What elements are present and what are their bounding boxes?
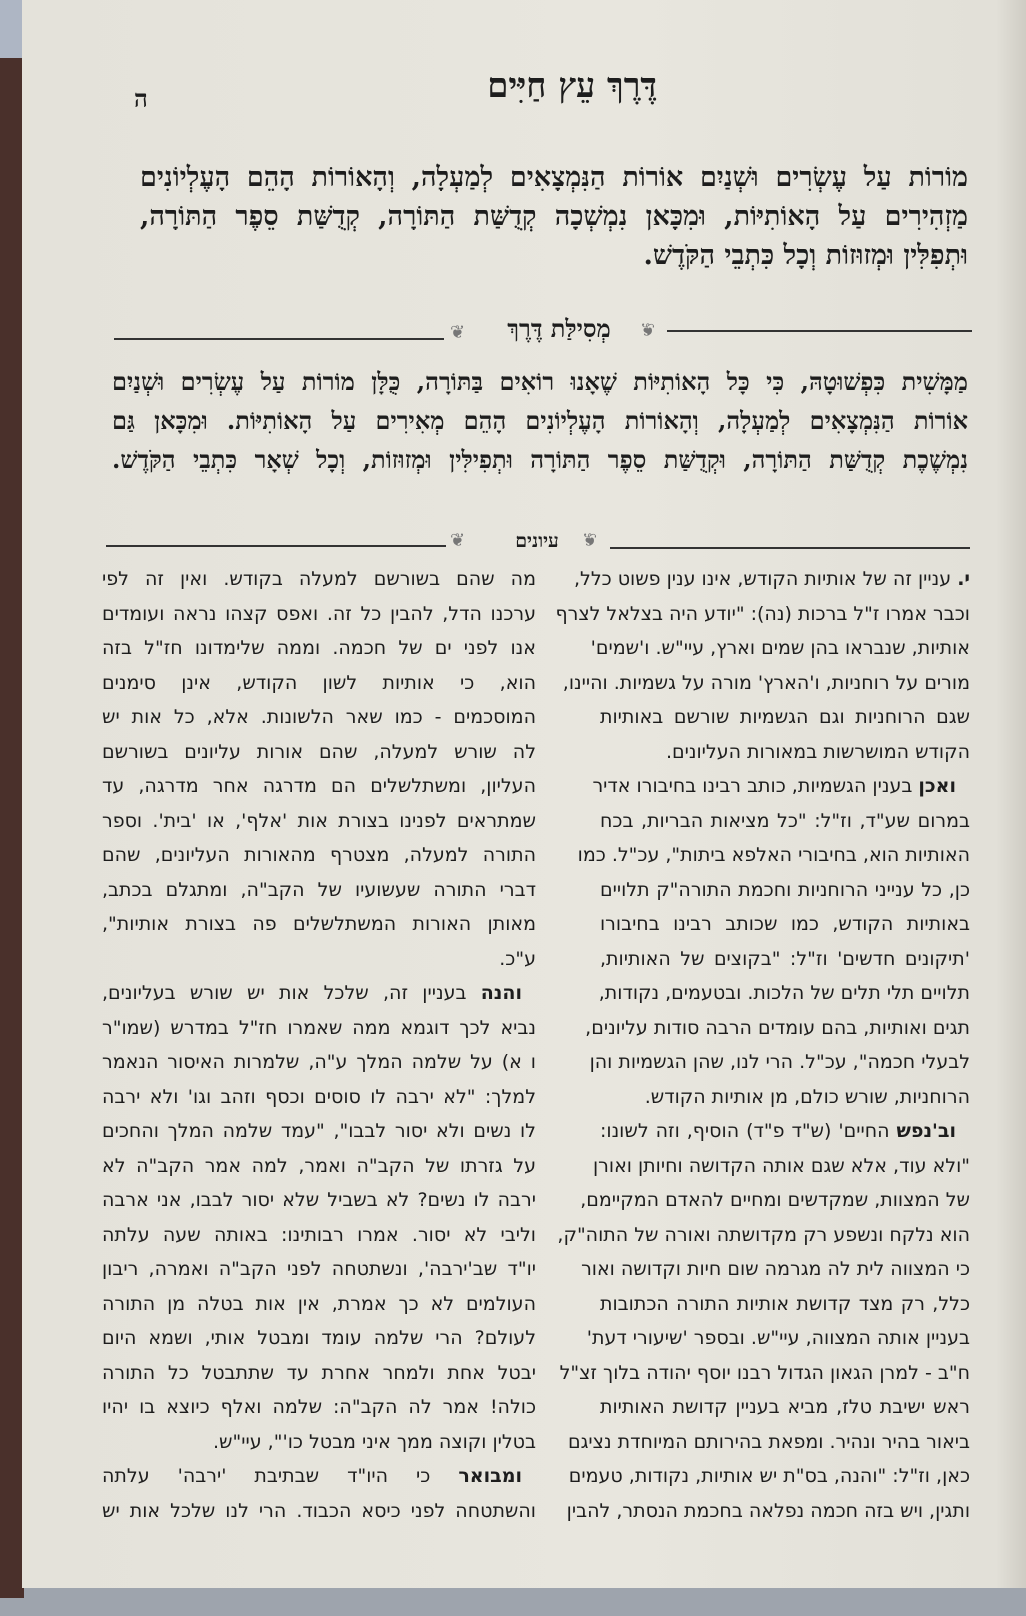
- text-line: [559, 1356, 970, 1391]
- line-text: ירבה לו נשים? לא בשביל שלא יסור לבבו, אני ארבה: [102, 1189, 536, 1211]
- line-text: תגים ואותיות, בהם עומדים הרבה סודות עליונים,: [585, 1016, 970, 1039]
- text-line: וּתְפִלִּין וּמְזוּזוֹת וְכָל כִּתְבֵי הַקֹּדֶשׁ.: [643, 240, 968, 271]
- line-text: וליבי לא יסור. אמרו רבותינו: באותה שעה עלתה: [102, 1223, 536, 1246]
- line-text: במרום שע"ד, וז"ל: "כל מציאות הבריות, בכח: [600, 809, 970, 832]
- line-text: כן, כל ענייני הרוחניות וחכמת התורה"ק תלויים: [600, 878, 970, 901]
- commentary-column-right: [555, 562, 970, 1528]
- section-heading-mesilat: מְסִילַּת דֶּרֶךְ: [507, 314, 611, 343]
- line-text: והשתטחה לפני כיסא הכבוד. הרי לנו שלכל אות יש: [102, 1499, 536, 1522]
- text-line: [102, 1356, 536, 1391]
- text-line: [566, 1494, 970, 1529]
- text-line: [585, 1011, 970, 1046]
- line-text: בעניין אותה המצווה, עיי"ש. ובספר 'שיעורי דעת': [586, 1327, 970, 1349]
- line-text: מאותן האורות המשתלשלים פה בצורת אותיות",: [102, 913, 536, 935]
- ornament-icon: ❦: [640, 320, 656, 341]
- text-line: [600, 1114, 970, 1149]
- text-line: [102, 873, 536, 908]
- ornament-icon: ❦: [582, 530, 598, 551]
- paragraph-lead-word: ומבואר: [458, 1465, 522, 1487]
- text-line: [600, 1287, 970, 1322]
- line-text: הרוחניות, שורש כולם, מן אותיות הקודש.: [644, 1085, 970, 1108]
- line-text: של המצוות, שמקדשים ומחיים להאדם המקיימם,: [580, 1189, 970, 1211]
- text-line: נִמְשֶׁכֶת קְדֻשַּׁת הַתּוֹרָה, וּקְדֻשַּׁת סֵפֶר הַתּוֹרָה וּתְפִילִּין וּמְזוּזוֹת, וְכָל שְׁאָר כִּתְבֵי הַקֹּדֶשׁ.: [112, 445, 968, 474]
- line-text: ערכנו הדל, להבין כל זה. ואפס קצהו נראה ועומדים: [102, 602, 536, 625]
- text-line: [592, 1149, 970, 1184]
- line-text: הוא, כי אותיות לשון הקודש, אינן סימנים: [102, 671, 536, 694]
- text-line: [589, 1045, 970, 1080]
- line-text: כלל, רק מצד קדושת אותיות התורה הכתובות: [600, 1292, 970, 1315]
- line-text: העליון, ומשתלשלים הם מדרגה אחר מדרגה, עד: [102, 775, 536, 797]
- text-line: [102, 631, 536, 666]
- line-text: כולה! אמר לה הקב"ה: שלמה ואלף כיוצא בו יהיו: [102, 1396, 536, 1418]
- line-text: תלויים תלי תלים של הלכות. ובטעמים, נקודות,: [598, 982, 970, 1004]
- line-text: החיים' (ש"ד פ"ד) הוסיף, וזה לשונו:: [600, 1120, 897, 1142]
- line-text: עניין זה של אותיות הקודש, אינו ענין פשוט כלל,: [574, 568, 958, 590]
- text-line: אוֹרוֹת הַנִּמְצָאִים לְמַעְלָה, וְהָאוֹרוֹת הָעֶלְיוֹנִים הָהֵם מְאִירִים עַל הָאוֹתִיּוֹת. וּמִכָּאן גַּם: [112, 406, 968, 435]
- text-line: [102, 1045, 536, 1080]
- text-line: [586, 1321, 970, 1356]
- text-line: [580, 1183, 970, 1218]
- line-text: כי היו"ד שבתיבת 'ירבה' עלתה: [102, 1465, 459, 1487]
- line-text: "ולא עוד, אלא שגם אותה הקדושה וחיותן ואורן: [592, 1154, 970, 1177]
- text-line: [592, 769, 970, 804]
- text-line: [102, 1425, 536, 1460]
- line-text: על גזרתו של הקב"ה ואמר, למה אמר הקב"ה לא: [102, 1154, 536, 1177]
- paragraph-lead-word: והנה: [480, 982, 522, 1004]
- line-text: כי המצווה לית לה מגרמה שום חיות וקדושה ואור: [581, 1258, 970, 1280]
- text-line: [567, 1425, 970, 1460]
- text-line: [102, 1321, 536, 1356]
- paragraph-lead-word: ואכן: [918, 775, 956, 797]
- text-line: [102, 1080, 536, 1115]
- divider-left: [114, 338, 444, 340]
- background-table: [0, 0, 24, 58]
- line-text: אותיות, שנבראו בהן שמים וארץ, עיי"ש. ו'שמים': [590, 637, 970, 659]
- text-line: [600, 1080, 970, 1115]
- text-line: [600, 976, 970, 1011]
- line-text: 'תיקונים חדשים' וז"ל: "בקוצים של האותיות,: [600, 947, 970, 970]
- text-line: [600, 907, 970, 942]
- divider-right: [667, 330, 972, 332]
- line-text: כאן, וז"ל: "והנה, בס"ת יש אותיות, נקודות, טעמים: [568, 1465, 970, 1487]
- text-line: [102, 1114, 536, 1149]
- line-text: לעולם? הרי שלמה עומד ומבטל אותי, ושמא היום: [102, 1327, 536, 1349]
- text-line: [577, 838, 970, 873]
- line-text: ו א) על שלמה המלך ע"ה, שלמרות האיסור הנאמר: [102, 1051, 536, 1073]
- text-line: [102, 1390, 536, 1425]
- line-text: המוסכמים - כמו שאר הלשונות. אלא, כל אות יש: [102, 706, 536, 728]
- text-line: [102, 907, 536, 942]
- text-line: [557, 1218, 970, 1253]
- text-line: [600, 804, 970, 839]
- text-line: [102, 1287, 536, 1322]
- line-text: יבטל אחת ולמחר אחרת עד שתתבטל כל התורה: [102, 1361, 536, 1384]
- section-heading-iyunim: עיונים: [515, 530, 559, 552]
- running-title: דֶּרֶךְ עֵץ חַיִּים: [487, 66, 657, 106]
- page-number: ה: [134, 84, 148, 113]
- text-line: [600, 1390, 970, 1425]
- line-text: מורים על רוחניות, ו'הארץ' מורה על גשמיות. והיינו,: [562, 671, 970, 694]
- mesilat-paragraph: [112, 362, 968, 479]
- line-text: לבעלי חכמה", עכ"ל. הרי לנו, שהן הגשמיות והן: [589, 1051, 970, 1073]
- line-text: נביא לכך דוגמא ממה שאמרו חז"ל במדרש (שמו"ר: [102, 1016, 536, 1039]
- text-line: [574, 562, 970, 597]
- text-line: [600, 942, 970, 977]
- text-line: [102, 666, 536, 701]
- line-text: יו"ד שב'ירבה', ונשתטחה לפני הקב"ה ואמרה, ריבון: [102, 1258, 536, 1280]
- text-line: [581, 1252, 970, 1287]
- text-line: [102, 735, 536, 770]
- line-text: ע"כ.: [499, 947, 536, 970]
- line-text: אנו לפני ים של חכמה. וממה שלימדונו חז"ל בזה: [102, 637, 536, 659]
- ornament-icon: ❦: [450, 322, 466, 343]
- line-text: שגם הרוחניות וגם הגשמיות שורשם באותיות: [600, 706, 970, 728]
- text-line: [102, 1011, 536, 1046]
- text-line: [102, 838, 536, 873]
- opening-paragraph: [140, 158, 968, 275]
- text-line: [600, 700, 970, 735]
- text-line: [102, 1149, 536, 1184]
- line-text: דברי התורה שעשועיו של הקב"ה, ומתגלם בכתב,: [102, 878, 536, 901]
- line-text: מה שהם בשורשם למעלה בקודש. ואין זה לפי: [102, 568, 536, 590]
- commentary-column-left: [102, 562, 536, 1528]
- text-line: [102, 562, 536, 597]
- text-line: מַמָּשִׁית כִּפְשׁוּטָהּ, כִּי כָּל הָאוֹתִיּוֹת שֶׁאָנוּ רוֹאִים בַּתּוֹרָה, כֻּלָּן מוֹרוֹת עַל עֶשְׂרִים וּשְׁנַיִם: [112, 367, 968, 396]
- line-text: התורה למעלה, מצטרף מהאורות העליונים, שהם: [102, 844, 536, 866]
- line-text: באותיות הקודש, כמו שכותב רבינו בחיבורו: [600, 913, 970, 935]
- line-text: לו נשים ולא יסור לבבו", "עמד שלמה המלך והחכים: [102, 1120, 536, 1142]
- text-line: [102, 976, 536, 1011]
- text-line: [562, 666, 970, 701]
- text-line: [102, 769, 536, 804]
- paragraph-lead-word: וב'נפש: [896, 1120, 956, 1142]
- paragraph-lead-word: י.: [957, 568, 970, 590]
- text-line: [568, 1459, 970, 1494]
- text-line: [102, 1252, 536, 1287]
- text-line: [102, 1459, 536, 1494]
- line-text: ותגין, ויש בזה חכמה נפלאה בחכמת הנסתר, להבין: [566, 1499, 970, 1522]
- line-text: ביאור בהיר ונהיר. ומפאת בהירותם המיוחדת נציגם: [567, 1430, 970, 1453]
- text-line: [102, 1183, 536, 1218]
- text-line: מוֹרוֹת עַל עֶשְׂרִים וּשְׁנַיִם אוֹרוֹת הַנִּמְצָאִים לְמַעְלָה, וְהָאוֹרוֹת הָהֵם הָעֶלְיוֹנִים: [140, 162, 968, 193]
- book-page: [22, 0, 1026, 1588]
- text-line: [102, 597, 536, 632]
- text-line: [102, 1494, 536, 1529]
- text-line: [600, 735, 970, 770]
- line-text: שמתראים לפנינו בצורת אות 'אלף', או 'בית'. וספר: [102, 809, 536, 832]
- text-line: [600, 873, 970, 908]
- ornament-icon: ❦: [450, 530, 466, 551]
- text-line: [555, 597, 970, 632]
- text-line: [102, 804, 536, 839]
- divider-right: [610, 547, 970, 549]
- line-text: הוא נלקח ונשפע רק מקדושתה ואורה של התוה"ק,: [557, 1223, 970, 1246]
- text-line: [590, 631, 970, 666]
- line-text: העולמים לא כך אמרת, אין אות בטלה מן התורה: [102, 1292, 536, 1315]
- line-text: בטלין וקוצה ממך איני מבטל כו'", עיי"ש.: [213, 1430, 536, 1453]
- line-text: וכבר אמרו ז"ל ברכות (נה): "יודע היה בצלאל לצרף: [555, 602, 970, 625]
- text-line: [102, 942, 536, 977]
- line-text: הקודש המושרשות במאורות העליונים.: [665, 740, 970, 763]
- line-text: ח"ב - למרן הגאון הגדול רבנו יוסף יהודה בלוך זצ"ל: [559, 1361, 970, 1384]
- line-text: בעניין זה, שלכל אות יש שורש בעליונים,: [102, 982, 481, 1004]
- book-cover-edge: [0, 58, 24, 1598]
- divider-left: [106, 545, 446, 547]
- text-line: [102, 1218, 536, 1253]
- line-text: ראש ישיבת טלז, מביא בעניין קדושת האותיות: [600, 1396, 970, 1418]
- line-text: בענין הגשמיות, כותב רבינו בחיבורו אדיר: [592, 775, 919, 797]
- line-text: האותיות הוא, בחיבורי האלפא ביתות", עכ"ל. כמו: [577, 844, 970, 866]
- line-text: לה שורש למעלה, שהם אורות עליונים בשורשם: [102, 740, 536, 763]
- text-line: [102, 700, 536, 735]
- text-line: מַזְהִירִים עַל הָאוֹתִיּוֹת, וּמִכָּאן נִמְשְׁכָה קְדֻשַּׁת הַתּוֹרָה, קְדֻשַּׁת סֵפֶר הַתּוֹרָה,: [140, 201, 968, 232]
- line-text: למלך: "לא ירבה לו סוסים וכסף וזהב וגו' ולא ירבה: [102, 1085, 536, 1108]
